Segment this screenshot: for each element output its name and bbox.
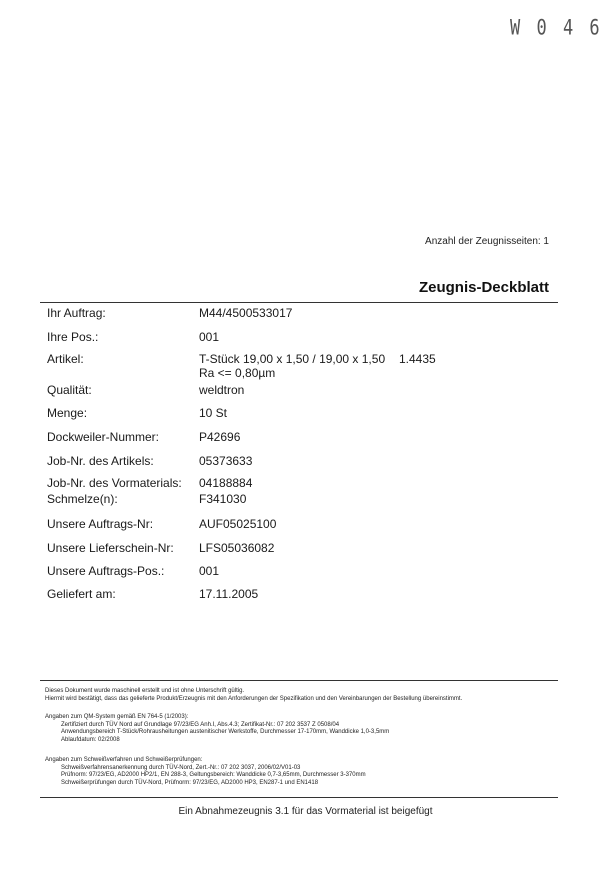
field-label: Unsere Auftrags-Nr: [47, 517, 154, 531]
note-line: Prüfnorm: 97/23/EG, AD2000 HP2/1, EN 288-3, Geltungsbereich: Wanddicke 0,7-3,65mm, Durchmesser 3-370mm [61, 772, 366, 779]
footer-note: Ein Abnahmezeugnis 3.1 für das Vormaterial ist beigefügt [178, 806, 433, 817]
roughness-value: Ra <= 0,80µm [199, 366, 276, 380]
field-label: Job-Nr. des Artikels: [47, 454, 154, 468]
note-line: Ablaufdatum: 02/2008 [61, 736, 120, 743]
note-heading: Angaben zum Schweißverfahren und Schweißerprüfungen: [45, 757, 203, 763]
top-divider [40, 302, 558, 303]
note-heading: Angaben zum QM-System gemäß EN 764-5 (1/2003): [45, 714, 189, 720]
field-value: 05373633 [199, 454, 253, 468]
field-value: 001 [199, 330, 220, 344]
note-line: Zertifiziert durch TÜV Nord auf Grundlage 97/23/EG Anh.I, Abs.4.3; Zertifikat-Nr.: 07 202 3537 Z 0508/04 [61, 721, 340, 728]
field-label: Menge: [47, 406, 88, 420]
notes-block-qm [45, 714, 389, 744]
field-label: Artikel: [47, 352, 84, 366]
field-label: Qualität: [47, 383, 92, 397]
field-label: Geliefert am: [47, 587, 116, 601]
note-line: Dieses Dokument wurde maschinell erstellt und ist ohne Unterschrift gültig. [45, 688, 245, 694]
field-label: Ihr Auftrag: [47, 306, 106, 320]
field-value: T-Stück 19,00 x 1,50 / 19,00 x 1,50 [199, 352, 386, 366]
field-value: AUF05025100 [199, 517, 277, 531]
note-line: Anwendungsbereich T-Stück/Rohrausheitungen austenitischer Werkstoffe, Durchmesser 17-170mm, Wanddicke 1,0-3,5mm [61, 729, 390, 736]
page-count-label: Anzahl der Zeugnisseiten: 1 [425, 236, 549, 247]
field-value: LFS05036082 [199, 541, 275, 555]
field-label: Unsere Lieferschein-Nr: [47, 541, 174, 555]
notes-divider [40, 680, 558, 681]
field-value: 10 St [199, 406, 228, 420]
field-label: Ihre Pos.: [47, 330, 99, 344]
note-line: Schweißverfahrensanerkennung durch TÜV-Nord, Zert.-Nr.: 07 202 3037, 2006/02/V01-03 [61, 764, 301, 771]
notes-block-validity [45, 688, 462, 703]
field-label: Job-Nr. des Vormaterials: [47, 476, 182, 490]
field-label: Schmelze(n): [47, 492, 118, 506]
field-value: P42696 [199, 430, 241, 444]
field-label: Dockweiler-Nummer: [47, 430, 160, 444]
material-number: 1.4435 [399, 352, 436, 366]
page-title: Zeugnis-Deckblatt [418, 279, 549, 296]
field-value: F341030 [199, 492, 247, 506]
field-value: 17.11.2005 [199, 587, 259, 601]
note-line: Hiermit wird bestätigt, dass das gelieferte Produkt/Erzeugnis mit den Anforderungen der Spezifikation und den Vereinbarungen der Bestellung übereinstimmt. [45, 695, 463, 702]
field-value: M44/4500533017 [199, 306, 293, 320]
notes-block-welding [45, 757, 366, 787]
field-label: Unsere Auftrags-Pos.: [47, 564, 165, 578]
field-value: weldtron [199, 383, 245, 397]
field-value: 001 [199, 564, 220, 578]
field-value: 04188884 [199, 476, 253, 490]
handwritten-page-number: W 0 4 6 [510, 15, 603, 41]
footer-divider [40, 797, 558, 798]
note-line: Schweißerprüfungen durch TÜV-Nord, Prüfnorm: 97/23/EG, AD2000 HP3, EN287-1 und EN1418 [61, 779, 319, 786]
